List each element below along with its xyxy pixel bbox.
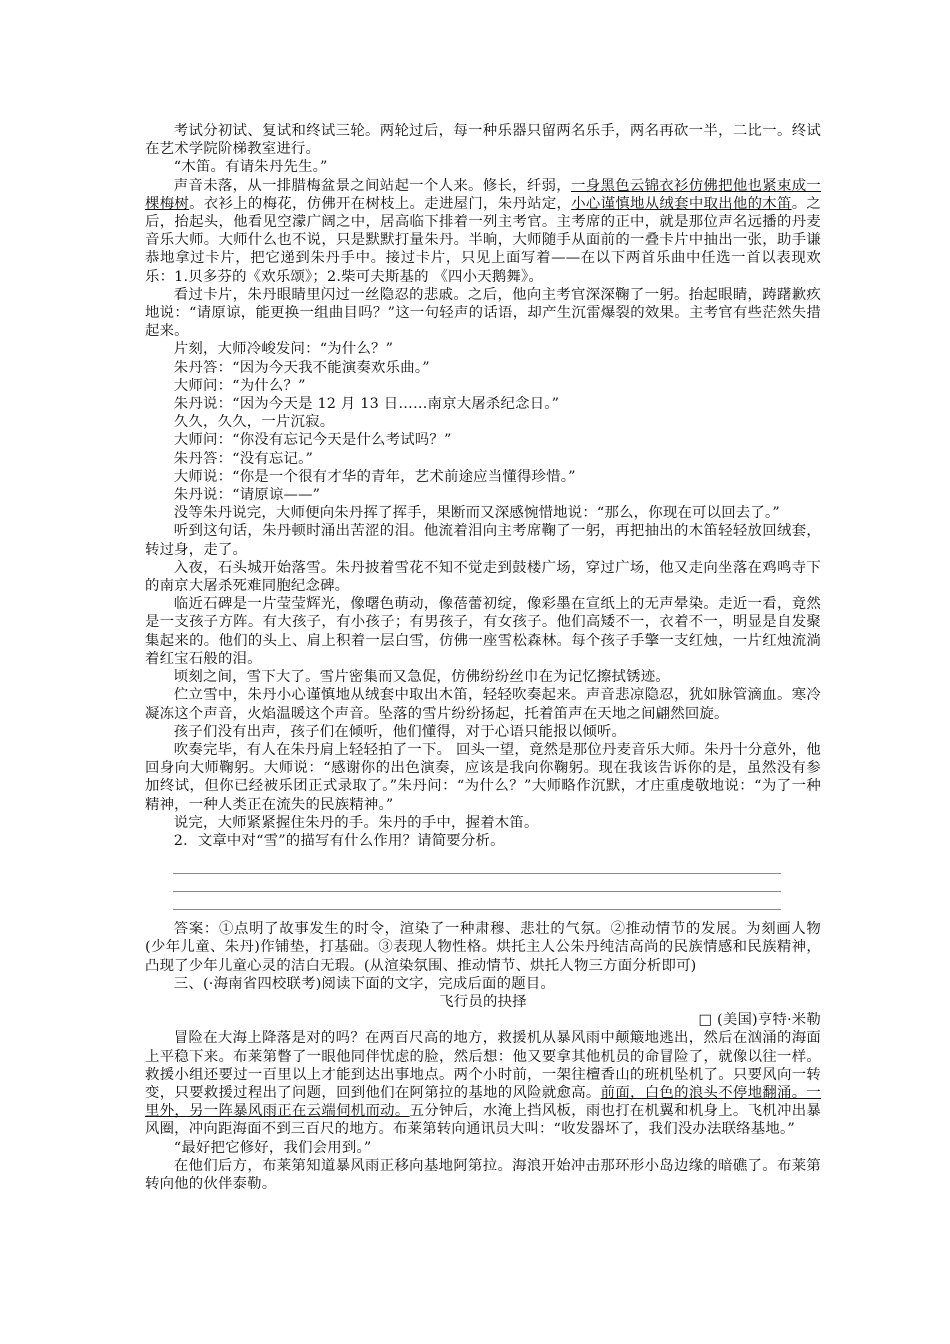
paragraph: 吹奏完毕，有人在朱丹肩上轻轻拍了一下。 回头一望，竟然是那位丹麦音乐大师。朱丹十分意外，他回身向大师鞠躬。大师说：“感谢你的出色演奏，应该是我向你鞠躬。现在我该告诉你的是，虽然没有参加终试，但你已经被乐团正式录取了。”朱丹问：“为什么？”大师略作沉默，才庄重虔敬地说：“为了一种精神，一种人类正在流失的民族精神。” xyxy=(145,741,821,813)
text-run: 冒险在大海上降落是对的吗？在两百尺高的地方，救援机从暴风雨中颠簸地逃出，然后在汹涌的海面上平稳下来。布莱第瞥了一眼他同伴忧虑的脸，然后想：他又要拿其他机员的命冒险了，就像以往一样。救援小组还要过一百里以上才能到达出事地点。两个小时前，一架往檀香山的班机坠机了。只要风向一转变，只要救援过程出了问题，回到他们在阿第拉的基地的风险就愈高。 xyxy=(145,1030,821,1101)
paragraph: 朱丹说：“请原谅——” xyxy=(173,487,321,504)
answer-line xyxy=(173,892,781,910)
paragraph: 顷刻之间，雪下大了。雪片密集而又急促，仿佛纷纷丝巾在为记忆擦拭锈迹。 xyxy=(173,669,670,686)
paragraph: 没等朱丹说完，大师便向朱丹挥了挥手，果断而又深感惋惜地说：“那么，你现在可以回去了。” xyxy=(173,505,780,522)
paragraph: 朱丹答：“因为今天我不能演奏欢乐曲。” xyxy=(173,359,430,376)
answer-lines xyxy=(145,856,821,910)
document-page xyxy=(145,122,821,1193)
paragraph: 大师说：“你是一个很有才华的青年，艺术前途应当懂得珍惜。” xyxy=(173,468,576,485)
question: 2．文章中对“雪”的描写有什么作用？请简要分析。 xyxy=(173,832,505,849)
underlined-text: 前面，白色的浪头不停地翻涌。一里外，另一阵暴风雨正在云端伺机而动。 xyxy=(145,1084,821,1120)
underlined-text: 一身黑色云锦衣衫仿佛把他也紧束成一棵梅树 xyxy=(145,177,821,212)
paragraph: 大师问：“你没有忘记今天是什么考试吗？” xyxy=(173,432,452,449)
paragraph: 在他们后方，布莱第知道暴风雨正移向基地阿第拉。海浪开始冲击那环形小岛边缘的暗礁了。布莱第转向他的伙伴泰勒。 xyxy=(145,1157,821,1192)
underlined-text: 小心谨慎地从绒套中取出他的木笛 xyxy=(571,195,792,212)
paragraph: 朱丹说：“因为今天是 12 月 13 日……南京大屠杀纪念日。” xyxy=(173,396,560,413)
answer: 答案：①点明了故事发生的时令，渲染了一种肃穆、悲壮的气氛。②推动情节的发展。为刻画人物(少年儿童、朱丹)作铺垫，打基础。③表现人物性格。烘托主人公朱丹纯洁高尚的民族情感和民族精神，凸现了少年儿童心灵的洁白无瑕。(从渲染氛围、推动情节、烘托人物三方面分析即可) xyxy=(145,921,821,974)
text-run: 。衣衫上的梅花，仿佛开在树枝上。走进屋门，朱丹站定， xyxy=(189,195,572,212)
paragraph: 孩子们没有出声，孩子们在倾听，他们懂得，对于心语只能报以倾听。 xyxy=(173,723,627,740)
paragraph: 入夜，石头城开始落雪。朱丹披着雪花不知不觉走到鼓楼广场，穿过广场，他又走向坐落在鸡鸣寺下的南京大屠杀死难同胞纪念碑。 xyxy=(145,559,821,595)
text-run: 五分钟后，水淹上挡风板，雨也打在机翼和机身上。飞机冲出暴风圈，冲向距海面不到三百尺的地方。布莱第转向通讯员大叫：“收发器坏了，我们没办法联络基地。” xyxy=(145,1103,821,1138)
paragraph: 片刻，大师冷峻发问：“为什么？” xyxy=(173,341,394,358)
article-title: 飞行员的抉择 xyxy=(439,993,527,1010)
paragraph: 考试分初试、复试和终试三轮。两轮过后，每一种乐器只留两名乐手，两名再砍一半，二比一。终试在艺术学院阶梯教室进行。 xyxy=(145,123,821,158)
paragraph: 说完，大师紧紧握住朱丹的手。朱丹的手中，握着木笛。 xyxy=(173,814,539,831)
byline: □ (美国)亨特·米勒 xyxy=(698,1012,821,1029)
paragraph xyxy=(145,177,821,286)
paragraph: 大师问：“为什么？” xyxy=(173,377,306,394)
answer-line xyxy=(173,856,781,874)
answer-line xyxy=(173,874,781,892)
paragraph xyxy=(145,1029,821,1138)
paragraph: “最好把它修好，我们会用到。” xyxy=(173,1139,372,1156)
section-heading: 三、(·海南省四校联考)阅读下面的文字，完成后面的题目。 xyxy=(173,975,555,992)
paragraph: “木笛。有请朱丹先生。” xyxy=(173,159,328,176)
paragraph: 听到这句话，朱丹顿时涌出苦涩的泪。他流着泪向主考席鞠了一躬，再把抽出的木笛轻轻放回绒套，转过身，走了。 xyxy=(145,523,821,558)
text-run: 。之后，抬起头，他看见空濛广阔之中，居高临下排着一列主考官。主考席的正中，就是那位声名远播的丹麦音乐大师。大师什么也不说，只是默默打量朱丹。半晌，大师随手从面前的一叠卡片中抽出一张，助手谦恭地拿过卡片，把它递到朱丹手中。接过卡片，只见上面写着——在以下两首乐曲中任选一首以表现欢乐：1.贝多芬的《欢乐颂》；2.柴可夫斯基的 《四小天鹅舞》。 xyxy=(145,195,821,285)
paragraph: 伫立雪中，朱丹小心谨慎地从绒套中取出木笛，轻轻吹奏起来。声音悲凉隐忍，犹如脉管滴血。寒冷凝冻这个声音，火焰温暖这个声音。坠落的雪片纷纷扬起，托着笛声在天地之间翩然回旋。 xyxy=(145,687,821,722)
paragraph: 临近石碑是一片莹莹辉光，像曙色萌动，像蓓蕾初绽，像彩墨在宣纸上的无声晕染。走近一看，竟然是一支孩子方阵。有大孩子，有小孩子；有男孩子，有女孩子。他们高矮不一，衣着不一，明显是自发聚集起来的。他们的头上、肩上积着一层白雪，仿佛一座雪松森林。每个孩子手擎一支红烛，一片红烛流淌着红宝石般的泪。 xyxy=(145,596,821,667)
text-run: 声音未落，从一排腊梅盆景之间站起一个人来。修长，纤弱， xyxy=(173,177,572,194)
paragraph: 看过卡片，朱丹眼睛里闪过一丝隐忍的悲戚。之后，他向主考官深深鞠了一躬。抬起眼睛，踌躇歉疚地说：“请原谅，能更换一组曲目吗？”这一句轻声的话语，却产生沉雷爆裂的效果。主考官有些茫然失措起来。 xyxy=(145,286,821,340)
paragraph: 朱丹答：“没有忘记。” xyxy=(173,450,314,467)
paragraph: 久久，久久，一片沉寂。 xyxy=(173,414,335,431)
